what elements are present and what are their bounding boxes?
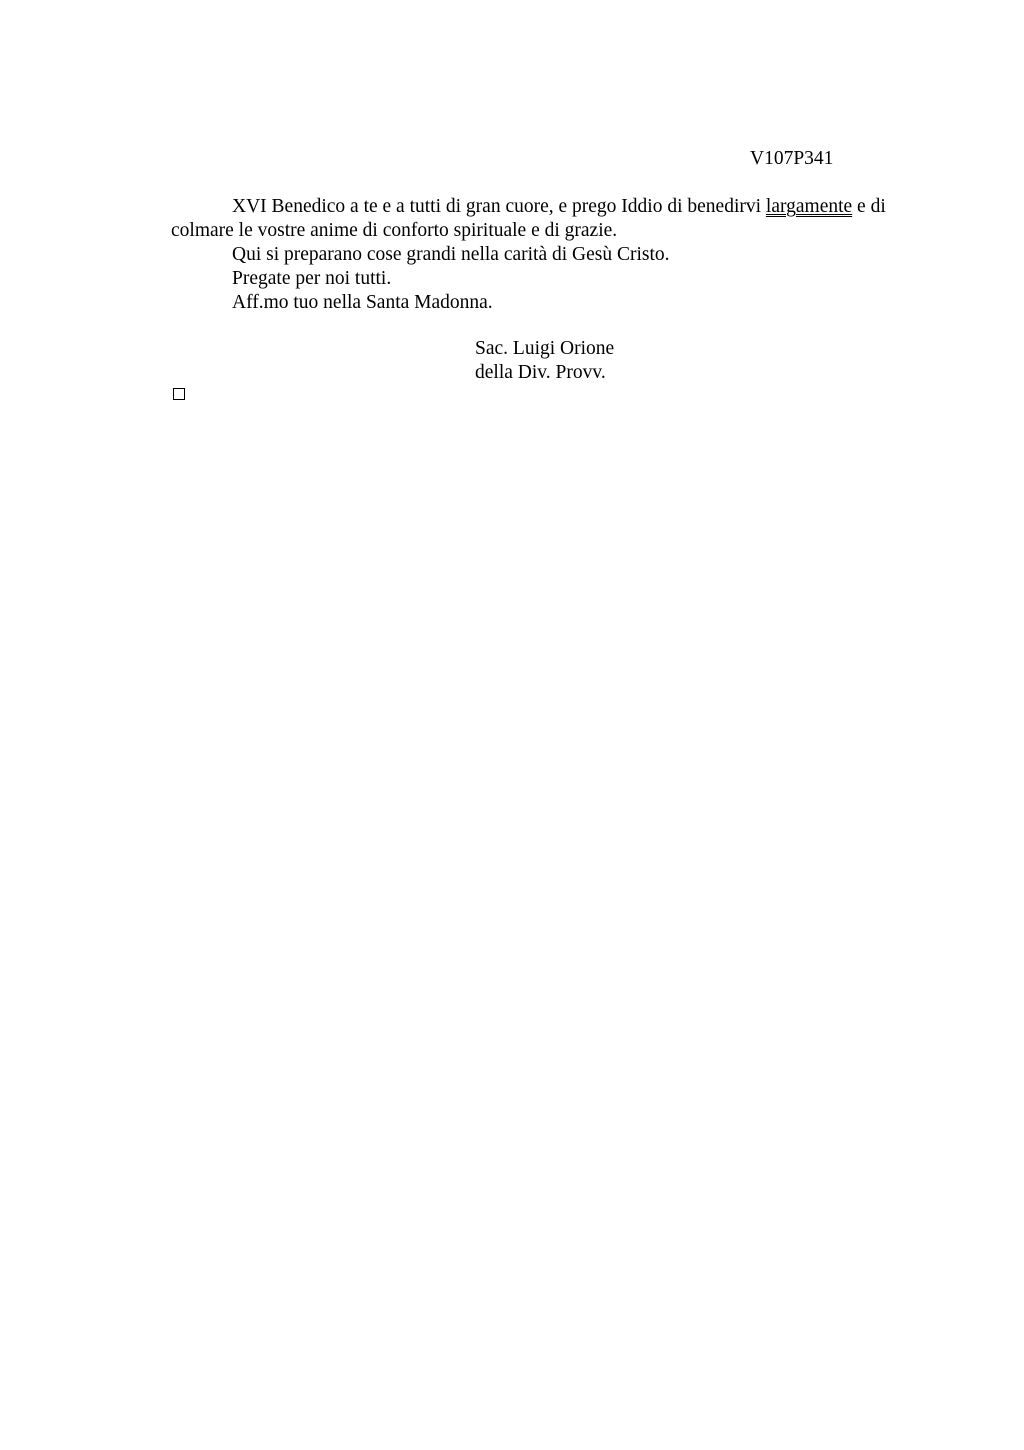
closing-line: Aff.mo tuo nella Santa Madonna. <box>232 292 493 313</box>
signature-block <box>475 337 614 385</box>
empty-square-icon <box>173 388 185 400</box>
paragraph-1-line-1 <box>171 195 931 219</box>
signature-title: della Div. Provv. <box>475 362 606 383</box>
page-identifier: V107P341 <box>750 148 834 169</box>
signature-name: Sac. Luigi Orione <box>475 338 615 359</box>
text-segment: e di <box>852 196 886 217</box>
letter-body <box>171 195 931 315</box>
underlined-word: largamente <box>765 196 853 217</box>
paragraph-2: Qui si preparano cose grandi nella carità di Gesù Cristo. <box>232 244 670 265</box>
paragraph-1-line-2: colmare le vostre anime di conforto spirituale e di grazie. <box>171 220 618 241</box>
paragraph-3: Pregate per noi tutti. <box>232 268 392 289</box>
text-segment: XVI Benedico a te e a tutti di gran cuore, e prego Iddio di benedirvi <box>232 196 766 217</box>
